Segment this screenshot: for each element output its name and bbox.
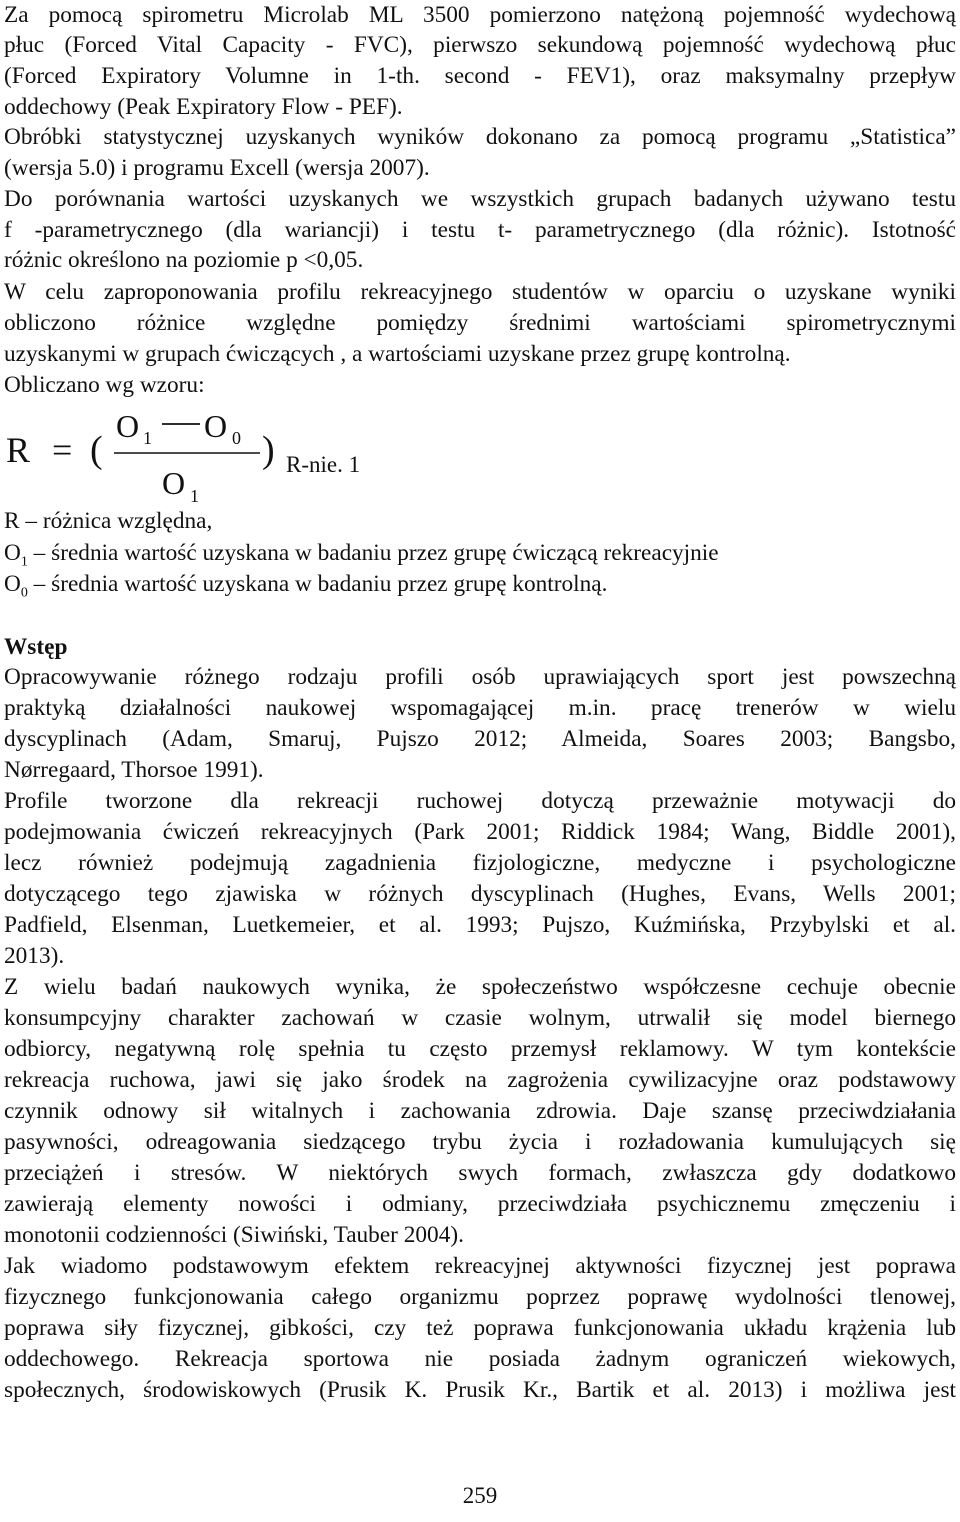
text-line: Obliczano wg wzoru: — [4, 372, 205, 398]
text-line: Za pomocą spirometru Microlab ML 3500 pomierzono natężoną pojemność wydechową — [4, 2, 956, 28]
text-line: (wersja 5.0) i programu Excell (wersja 2007). — [4, 155, 430, 181]
text-line: społecznych, środowiskowych (Prusik K. Prusik Kr., Bartik et al. 2013) i możliwa jest — [4, 1377, 956, 1403]
text-line: monotonii codzienności (Siwiński, Tauber 2004). — [4, 1222, 464, 1248]
text-line: praktyką działalności naukowej wspomagającej m.in. pracę trenerów w wielu — [4, 695, 956, 721]
formula-subscript: 0 — [232, 428, 241, 448]
text-line: Profile tworzone dla rekreacji ruchowej dotyczą przeważnie motywacji do — [4, 788, 956, 814]
text-line: W celu zaproponowania profilu rekreacyjnego studentów w oparciu o uzyskane wyniki — [4, 279, 956, 305]
text-line: Obróbki statystycznej uzyskanych wyników dokonano za pomocą programu „Statistica” — [4, 124, 956, 150]
text-line: Z wielu badań naukowych wynika, że społeczeństwo współczesne cechuje obecnie — [4, 974, 956, 1000]
formula — [4, 402, 604, 506]
text-line: czynnik odnowy sił witalnych i zachowania zdrowia. Daje szansę przeciwdziałania — [4, 1098, 956, 1124]
text-line: płuc (Forced Vital Capacity - FVC), pierwszo sekundową pojemność wydechową płuc — [4, 32, 956, 58]
formula-subscript: 1 — [190, 486, 199, 506]
text-line: rekreacja ruchowa, jawi się jako środek na zagrożenia cywilizacyjne oraz podstawowy — [4, 1067, 956, 1093]
symbol-subscript: 1 — [20, 554, 28, 570]
definition-text: – średnia wartość uzyskana w badaniu przez grupę kontrolną. — [27, 571, 608, 597]
formula-subscript: 1 — [143, 428, 152, 448]
formula-numerator-first: O — [116, 408, 140, 444]
text-line: podejmowania ćwiczeń rekreacyjnych (Park 2001; Riddick 1984; Wang, Biddle 2001), — [4, 819, 956, 845]
formula-lhs: R — [6, 430, 31, 470]
definition-line: R – różnica względna, — [4, 508, 213, 534]
page-number: 259 — [462, 1483, 498, 1508]
symbol: O — [4, 571, 21, 597]
text-line: Padfield, Elsenman, Luetkemeier, et al. 1993; Pujszo, Kuźmińska, Przybylski et al. — [4, 912, 956, 938]
text-line: Nørregaard, Thorsoe 1991). — [4, 757, 264, 783]
text-line: dyscyplinach (Adam, Smaruj, Pujszo 2012; Almeida, Soares 2003; Bangsbo, — [4, 726, 956, 752]
text-line: f -parametrycznego (dla wariancji) i testu t- parametrycznego (dla różnic). Istotność — [4, 217, 956, 243]
definition-text: – średnia wartość uzyskana w badaniu przez grupę ćwiczącą rekreacyjnie — [27, 540, 719, 566]
text-line: oddechowy (Peak Expiratory Flow - PEF). — [4, 94, 403, 120]
text-line: (Forced Expiratory Volumne in 1-th. second - FEV1), oraz maksymalny przepływ — [4, 63, 956, 89]
text-line: pasywności, odreagowania siedzącego trybu życia i rozładowania kumulujących się — [4, 1129, 956, 1155]
formula-equals: = — [52, 430, 73, 470]
text-line: poprawa siły fizycznej, gibkości, czy też poprawa funkcjonowania układu krążenia lub — [4, 1315, 956, 1341]
text-line: konsumpcyjny charakter zachowań w czasie wolnym, utrwalił się model biernego — [4, 1005, 956, 1031]
text-line: obliczono różnice względne pomiędzy średnimi wartościami spirometrycznymi — [4, 310, 956, 336]
text-line: Do porównania wartości uzyskanych we wszystkich grupach badanych używano testu — [4, 186, 956, 212]
text-line: lecz również podejmują zagadnienia fizjologiczne, medyczne i psychologiczne — [4, 850, 956, 876]
text-line: przeciążeń i stresów. W niektórych swych formach, zwłaszcza gdy dodatkowo — [4, 1160, 956, 1186]
text-line: różnic określono na poziomie p <0,05. — [4, 247, 364, 273]
text-line: zawierają elementy nowości i odmiany, przeciwdziała psychicznemu zmęczeniu i — [4, 1191, 956, 1217]
formula-close-paren: ) — [262, 429, 275, 471]
equation-number: R-nie. 1 — [286, 452, 361, 477]
symbol: O — [4, 540, 21, 566]
section-heading: Wstęp — [4, 634, 68, 660]
text-line: uzyskanymi w grupach ćwiczących , a wartościami uzyskane przez grupę kontrolną. — [4, 341, 791, 367]
text-line: oddechowego. Rekreacja sportowa nie posiada żadnym ograniczeń wiekowych, — [4, 1346, 956, 1372]
text-line: 2013). — [4, 943, 65, 969]
formula-open-paren: ( — [90, 429, 103, 471]
symbol-subscript: 0 — [20, 585, 28, 601]
text-line: fizycznego funkcjonowania całego organizmu poprzez poprawę wydolności tlenowej, — [4, 1284, 956, 1310]
text-line: Opracowywanie różnego rodzaju profili osób uprawiających sport jest powszechną — [4, 664, 956, 690]
text-line: Jak wiadomo podstawowym efektem rekreacyjnej aktywności fizycznej jest poprawa — [4, 1253, 956, 1279]
definition-line — [4, 569, 956, 609]
formula-denominator: O — [162, 465, 186, 501]
text-line: dotyczącego tego zjawiska w różnych dyscyplinach (Hughes, Evans, Wells 2001; — [4, 881, 956, 907]
formula-numerator-second: O — [204, 408, 228, 444]
text-line: odbiorcy, negatywną rolę spełnia tu często przemysł reklamowy. W tym kontekście — [4, 1036, 956, 1062]
